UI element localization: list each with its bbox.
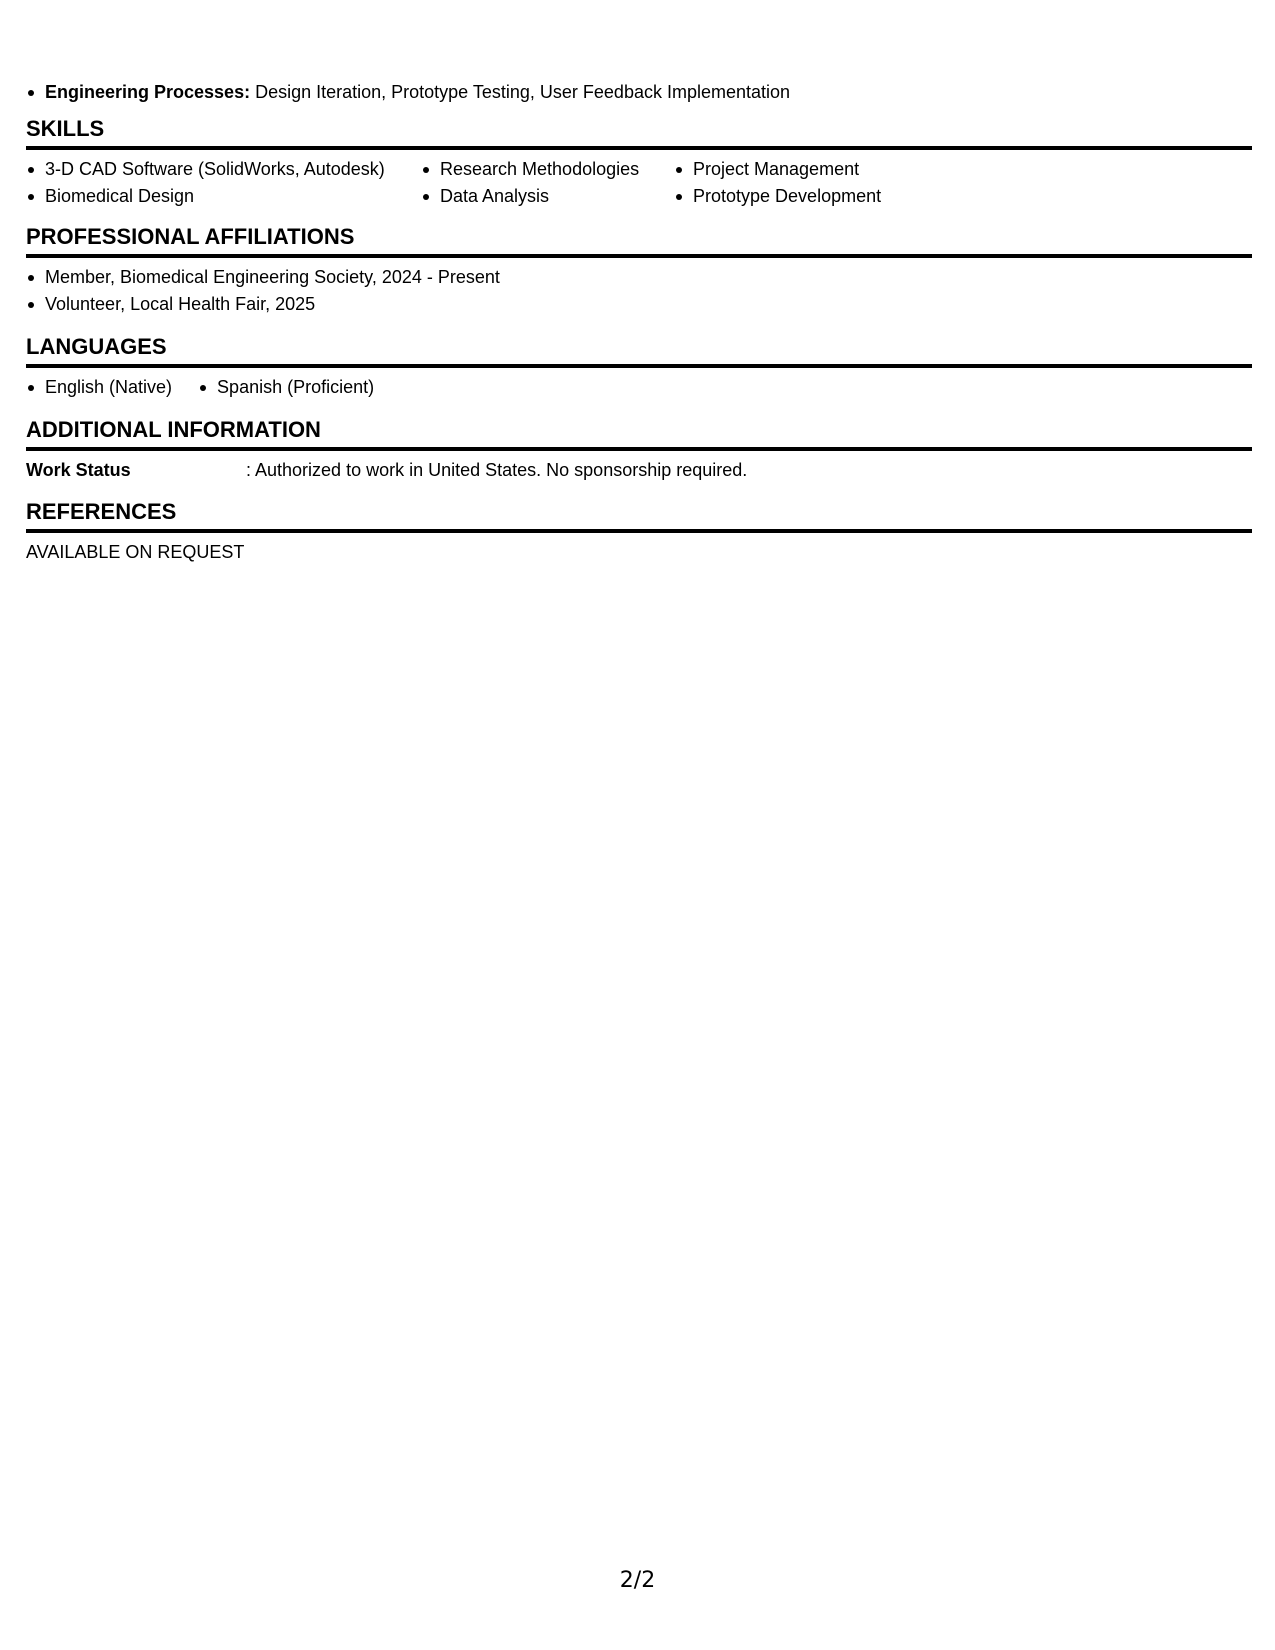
skill-item: Research Methodologies bbox=[421, 156, 674, 183]
affiliations-section bbox=[26, 224, 1252, 318]
engineering-processes-text: Design Iteration, Prototype Testing, User Feedback Implementation bbox=[250, 82, 791, 102]
skill-item: 3-D CAD Software (SolidWorks, Autodesk) bbox=[26, 156, 421, 183]
affiliations-list bbox=[26, 264, 1252, 318]
references-heading: REFERENCES bbox=[26, 499, 1252, 533]
skill-item: Project Management bbox=[674, 156, 934, 183]
work-status-value: : Authorized to work in United States. No sponsorship required. bbox=[246, 460, 748, 480]
engineering-processes-list bbox=[26, 79, 790, 106]
engineering-processes-item bbox=[26, 79, 790, 106]
affiliations-heading: PROFESSIONAL AFFILIATIONS bbox=[26, 224, 1252, 258]
skills-column-2 bbox=[421, 156, 674, 210]
languages-section bbox=[26, 334, 1252, 401]
skills-columns bbox=[26, 156, 1252, 210]
references-text: AVAILABLE ON REQUEST bbox=[26, 542, 245, 562]
skill-item: Prototype Development bbox=[674, 183, 934, 210]
languages-heading: LANGUAGES bbox=[26, 334, 1252, 368]
work-status-label: Work Status bbox=[26, 460, 131, 480]
skills-heading: SKILLS bbox=[26, 116, 1252, 150]
additional-information-heading: ADDITIONAL INFORMATION bbox=[26, 417, 1252, 451]
engineering-processes-label: Engineering Processes: bbox=[45, 82, 251, 102]
language-item: English (Native) bbox=[26, 374, 172, 401]
additional-information-section bbox=[26, 417, 1252, 483]
affiliation-item: Volunteer, Local Health Fair, 2025 bbox=[26, 291, 1252, 318]
references-section bbox=[26, 499, 1252, 565]
work-status-row bbox=[26, 457, 1252, 483]
skill-item: Data Analysis bbox=[421, 183, 674, 210]
skills-column-1 bbox=[26, 156, 421, 210]
skill-item: Biomedical Design bbox=[26, 183, 421, 210]
skills-column-3 bbox=[674, 156, 934, 210]
language-item: Spanish (Proficient) bbox=[198, 374, 374, 401]
page-number: 2/2 bbox=[619, 1568, 656, 1593]
affiliation-item: Member, Biomedical Engineering Society, 2024 - Present bbox=[26, 264, 1252, 291]
languages-list bbox=[26, 374, 1252, 401]
skills-section bbox=[26, 116, 1252, 210]
